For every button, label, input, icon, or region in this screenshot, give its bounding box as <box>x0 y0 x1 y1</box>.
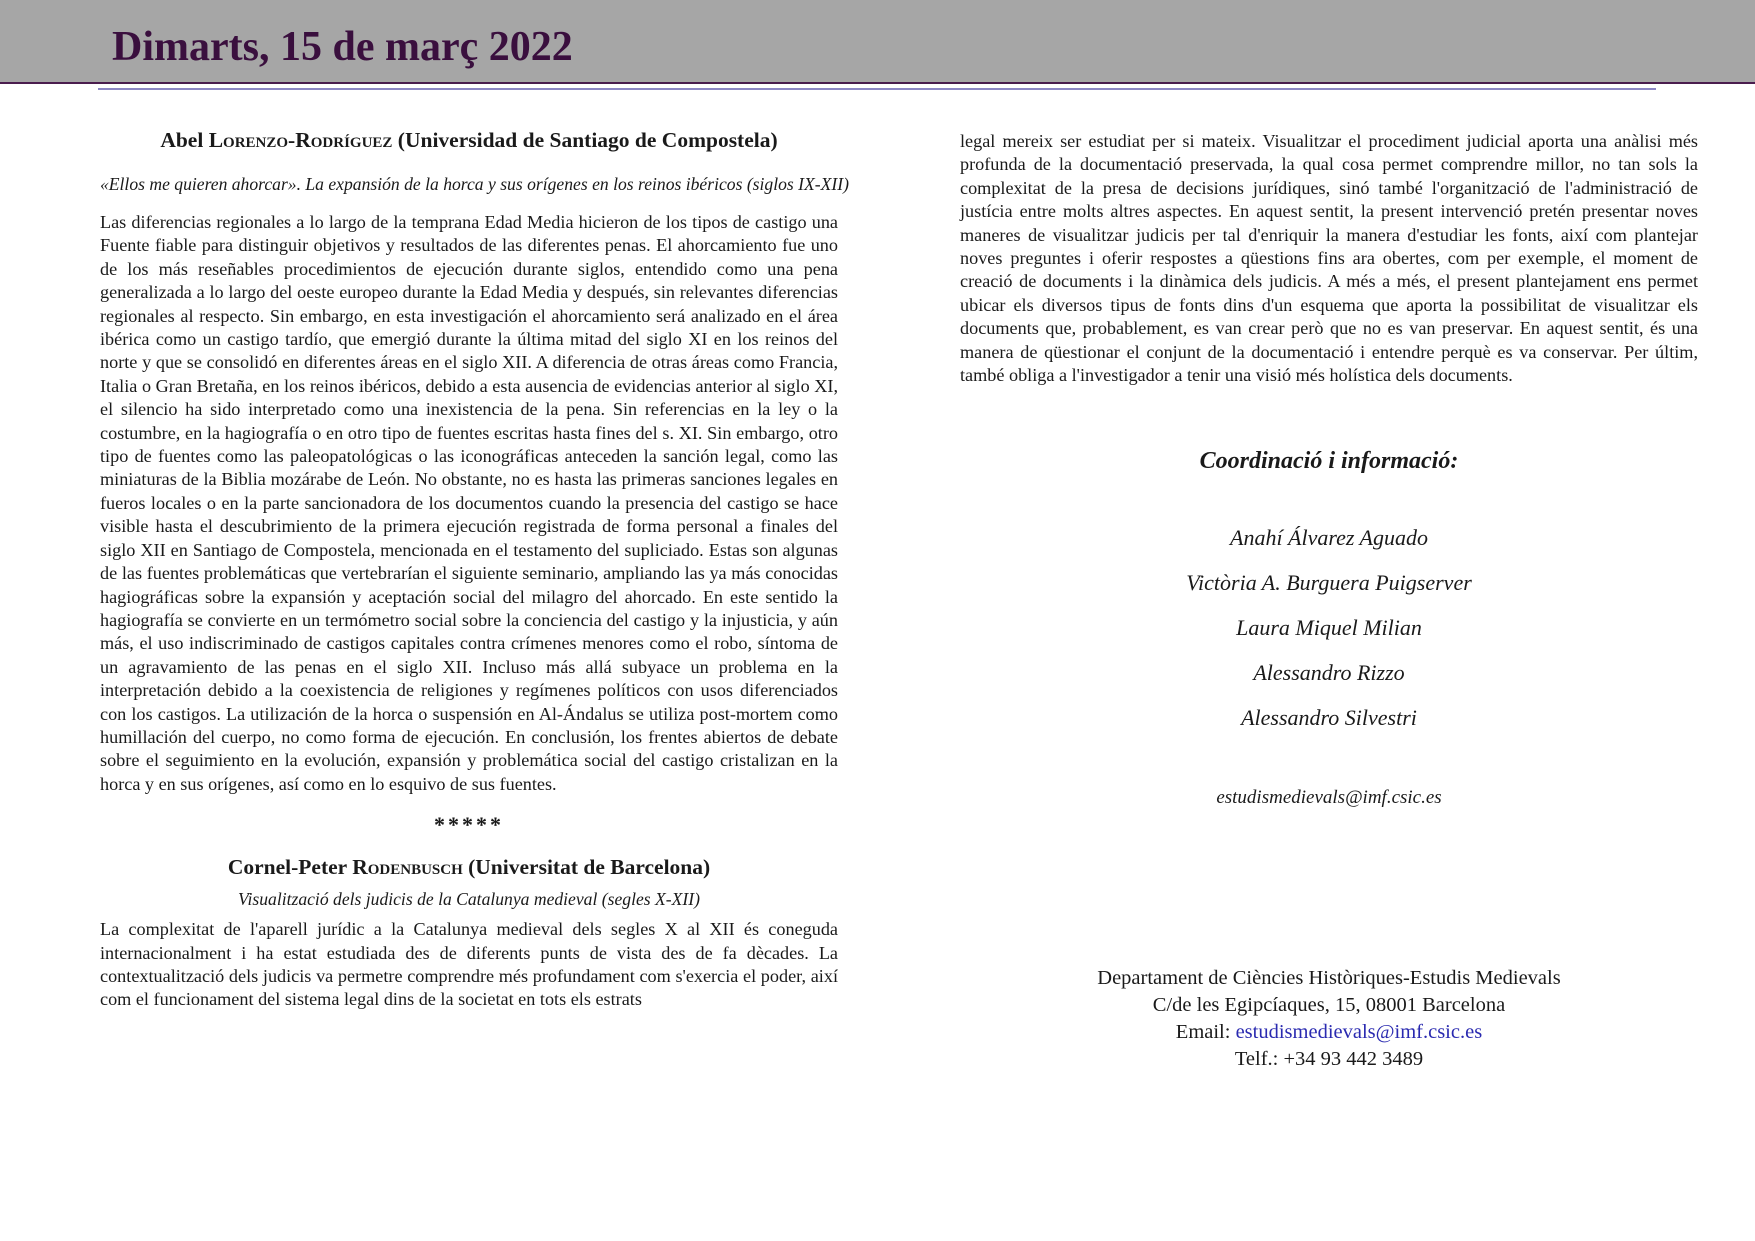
talk1-author-surname: Lorenzo-Rodríguez <box>208 128 393 152</box>
coordinators-list <box>960 523 1698 733</box>
department-phone: Telf.: +34 93 442 3489 <box>1234 1048 1424 1071</box>
talk2-abstract-part1: La complexitat de l'aparell jurídic a la Catalunya medieval dels segles X al XII és coneguda internacionalment i ha estat estudiada des de diferents punts de vista des de fa dècades. La contextualització dels judicis va permetre comprendre més profundament com s'exercia el poder, així com el funcionament del sistema legal dins de la societat en tots els estrats <box>100 919 838 1010</box>
coordinator-name: Alessandro Rizzo <box>1253 660 1405 686</box>
talk1-abstract: Las diferencias regionales a lo largo de la temprana Edad Media hicieron de los tipos de castigo una Fuente fiable para distinguir objetivos y resultados de las diferentes penas. El ahorcamiento fue uno de los más reseñables procedimientos de ejecución durante siglos, entendido como una pena generalizada a lo largo del oeste europeo durante la Edad Media y después, sin relevantes diferencias regionales al respecto. Sin embargo, en esta investigación el ahorcamiento será analizado en el área ibérica como un castigo tardío, que emergió durante la última mitad del siglo XI en los reinos del norte y que se consolidó en diferentes áreas en el siglo XII. A diferencia de otras áreas como Francia, Italia o Gran Bretaña, en los reinos ibéricos, debido a esta ausencia de evidencias anterior al siglo XI, el silencio ha sido interpretado como una inexistencia de la pena. Sin referencias en la ley o la costumbre, en la hagiografía o en otro tipo de fuentes escritas hasta fines del s. XI. Sin embargo, otro tipo de fuentes como las paleopatológicas o las iconográficas anteceden la sanción legal, como las miniaturas de la Biblia mozárabe de León. No obstante, no es hasta las primeras sanciones legales en fueros locales o en la parte sancionadora de los documentos cuando la presencia del castigo se hace visible hasta el descubrimiento de la primera ejecución registrada de forma personal a finales del siglo XII en Santiago de Compostela, mencionada en el testamento del supliciado. Estas son algunas de las fuentes problemáticas que vertebrarían el siguiente seminario, ampliando las ya más conocidas hagiográficas sobre la expansión y aceptación social del milagro del ahorcado. En este sentido la hagiografía se convierte en un termómetro social sobre la conciencia del castigo y la injusticia, y aún más, el uso indiscriminado de castigos capitales contra crímenes menores como el robo, síntoma de un agravamiento de las penas en el siglo XII. Incluso más allá subyace un problema en la interpretación debido a la coexistencia de religiones y regímenes políticos con usos diferenciados con los castigos. La utilización de la horca o suspensión en Al-Ándalus se utiliza post-mortem como humillación del cuerpo, no como forma de ejecución. En conclusión, los frentes abiertos de debate sobre el seguimiento en la evolución, expansión y problemática social del castigo cristalizan en la horca y en sus orígenes, así como en lo esquivo de sus fuentes. <box>100 212 838 794</box>
coordinator-name: Laura Miquel Milian <box>1236 615 1422 641</box>
talk2-author-affiliation: (Universitat de Barcelona) <box>462 855 711 880</box>
page-date-title: Dimarts, 15 de març 2022 <box>112 24 573 70</box>
department-email-line <box>960 1019 1698 1046</box>
department-name: Departament de Ciències Històriques-Estudis Medievals <box>1097 967 1561 990</box>
talk2-author-surname: Rodenbusch <box>352 855 463 880</box>
section-separator: ***** <box>434 812 504 838</box>
department-block <box>960 965 1698 1073</box>
talk2-author <box>100 852 838 882</box>
talk1-title: «Ellos me quieren ahorcar». La expansión de la horca y sus orígenes en los reinos ibéricos (siglos IX-XII) <box>100 174 849 194</box>
department-address: C/de les Egipcíaques, 15, 08001 Barcelona <box>1152 994 1506 1017</box>
coordinator-name: Alessandro Silvestri <box>1241 705 1417 731</box>
coordination-email: estudismedievals@imf.csic.es <box>1216 787 1442 809</box>
header-band <box>0 0 1755 84</box>
talk1-author-affiliation: (Universidad de Santiago de Compostela) <box>392 128 778 152</box>
department-email-link[interactable]: estudismedievals@imf.csic.es <box>1235 1021 1483 1044</box>
talk1-author-first: Abel <box>160 128 209 152</box>
talk2-abstract-part2: legal mereix ser estudiat per si mateix. Visualitzar el procediment judicial aporta una anàlisi més profunda de la documentació preservada, la qual cosa permet comprendre millor, no tan sols la complexitat de la presa de decisions jurídiques, sinó també l'organització de l'administració de justícia entre molts altres aspectes. En aquest sentit, la present intervenció pretén presentar noves maneres de visualitzar judicis per tal d'enriquir la manera d'estudiar les fonts, així com plantejar noves preguntes i oferir respostes a qüestions fins ara obertes, com per exemple, el moment de creació de documents i la dinàmica dels judicis. A més a més, el present plantejament ens permet ubicar els diversos tipus de fonts dins d'un esquema que aporta la possibilitat de visualitzar els documents que, probablement, es van crear però que no es van preservar. En aquest sentit, és una manera de qüestionar el conjunt de la documentació i entendre perquè es va conservar. Per últim, també obliga a l'investigador a tenir una visió més holística dels documents. <box>960 131 1698 386</box>
coordinator-name: Victòria A. Burguera Puigserver <box>1186 570 1472 596</box>
talk2-title: Visualització dels judicis de la Catalunya medieval (segles X-XII) <box>238 889 700 910</box>
talk1-author <box>100 125 838 155</box>
header-divider <box>98 88 1656 90</box>
coordination-heading: Coordinació i informació: <box>1199 448 1459 475</box>
talk2-author-first: Cornel-Peter <box>227 855 353 880</box>
left-column <box>100 125 849 1012</box>
department-email-label: Email: <box>1175 1021 1236 1044</box>
coordinator-name: Anahí Álvarez Aguado <box>1230 525 1428 551</box>
right-column <box>960 130 1698 1073</box>
